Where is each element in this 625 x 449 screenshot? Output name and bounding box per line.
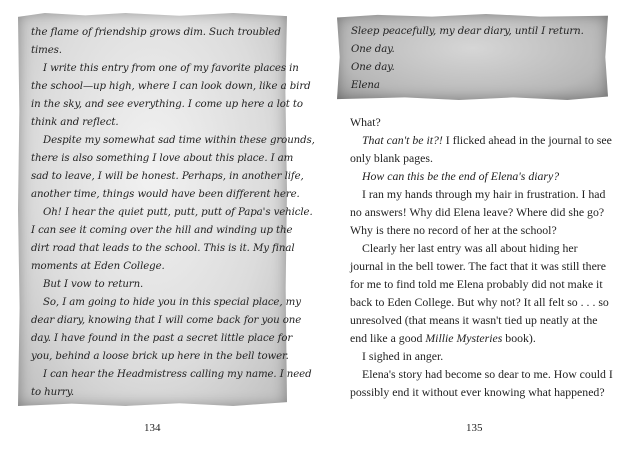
text-segment: I write this entry from one of my favorite places in [43,63,299,74]
text-line [351,23,584,41]
text-line [351,59,584,77]
text-line [350,275,613,293]
text-segment: I ran my hands through my hair in frustration. I had [362,187,606,201]
text-line [31,330,315,348]
text-segment: Why is there no record of her at the school? [350,223,557,237]
text-segment: book). [502,331,536,345]
text-segment: journal in the bell tower. The fact that it was still there [350,259,606,273]
text-segment: Elena's story had become so dear to me. How could I [362,367,613,381]
text-segment: the school—up high, where I can look down, like a bird [31,81,311,92]
page-number-left: 134 [144,422,161,434]
text-line [350,185,613,203]
text-segment: moments at Eden College. [31,261,165,272]
text-segment: there is also something I love about this place. I am [31,153,294,164]
text-segment: I flicked ahead in the journal to see [442,133,612,147]
text-line [31,384,315,402]
text-line [351,41,584,59]
text-line [31,60,315,78]
text-segment: no answers! Why did Elena leave? Where did she go? [350,205,605,219]
italic-text: How can this be the end of Elena's diary? [362,169,560,183]
text-segment: day. I have found in the past a secret little place for [31,333,293,344]
text-segment: only blank pages. [350,151,433,165]
text-segment: I can see it coming over the hill and winding up the [31,225,293,236]
text-segment: in the sky, and see everything. I come up here a lot to [31,99,303,110]
text-segment: One day. [351,62,395,73]
text-line [31,186,315,204]
text-segment: I sighed in anger. [362,349,444,363]
text-line [31,240,315,258]
text-line [350,383,613,401]
text-line [350,257,613,275]
text-line [31,150,315,168]
text-segment: possibly end it without ever knowing what happened? [350,385,605,399]
text-segment: unresolved (that means it wasn't tied up neatly at the [350,313,598,327]
text-line [350,293,613,311]
page-number-right: 135 [466,422,483,434]
text-segment: sad to leave, I will be honest. Perhaps, in another life, [31,171,304,182]
text-line [31,312,315,330]
text-line [31,348,315,366]
text-line [350,113,613,131]
text-segment: Sleep peacefully, my dear diary, until I return. [351,26,584,37]
text-line [31,78,315,96]
text-line [350,311,613,329]
text-segment: What? [350,115,381,129]
text-line [350,203,613,221]
text-segment: back to Eden College. But why not? It all felt so . . . so [350,295,609,309]
text-segment: think and reflect. [31,117,119,128]
text-segment: I can hear the Headmistress calling my name. I need [43,369,312,380]
diary-entry-ending [351,23,584,95]
text-line [31,276,315,294]
italic-text: That can't be it?! [362,133,443,147]
text-line [31,258,315,276]
text-line [31,294,315,312]
text-segment: One day. [351,44,395,55]
text-segment: dear diary, knowing that I will come back for you one [31,315,302,326]
text-segment: another time, things would have been different here. [31,189,300,200]
text-line [31,114,315,132]
text-line [31,42,315,60]
text-segment: Despite my somewhat sad time within these grounds, [43,135,315,146]
text-line [31,204,315,222]
text-segment: Clearly her last entry was all about hiding her [362,241,578,255]
text-segment: to hurry. [31,387,75,398]
text-line [31,222,315,240]
text-segment: end like a good [350,331,426,345]
text-line [31,132,315,150]
text-line [350,221,613,239]
text-segment: But I vow to return. [43,279,144,290]
text-segment: dirt road that leads to the school. This is it. My final [31,243,295,254]
italic-text: Millie Mysteries [425,331,503,345]
text-segment: for me to find told me Elena probably did not make it [350,277,603,291]
text-line [350,329,613,347]
text-line [350,347,613,365]
text-line [31,366,315,384]
text-line [31,96,315,114]
text-line [351,77,584,95]
text-line [350,167,613,185]
text-segment: the flame of friendship grows dim. Such troubled [31,27,281,38]
text-line [350,149,613,167]
text-segment: you, behind a loose brick up here in the bell tower. [31,351,289,362]
text-segment: Oh! I hear the quiet putt, putt, putt of Papa's vehicle. [43,207,313,218]
text-segment: times. [31,45,62,56]
diary-entry-text [31,24,315,402]
text-line [350,365,613,383]
text-line [31,168,315,186]
text-line [31,24,315,42]
text-line [350,239,613,257]
text-line [350,131,613,149]
text-segment: So, I am going to hide you in this special place, my [43,297,301,308]
narrative-text [350,113,613,401]
text-segment: Elena [351,80,380,91]
